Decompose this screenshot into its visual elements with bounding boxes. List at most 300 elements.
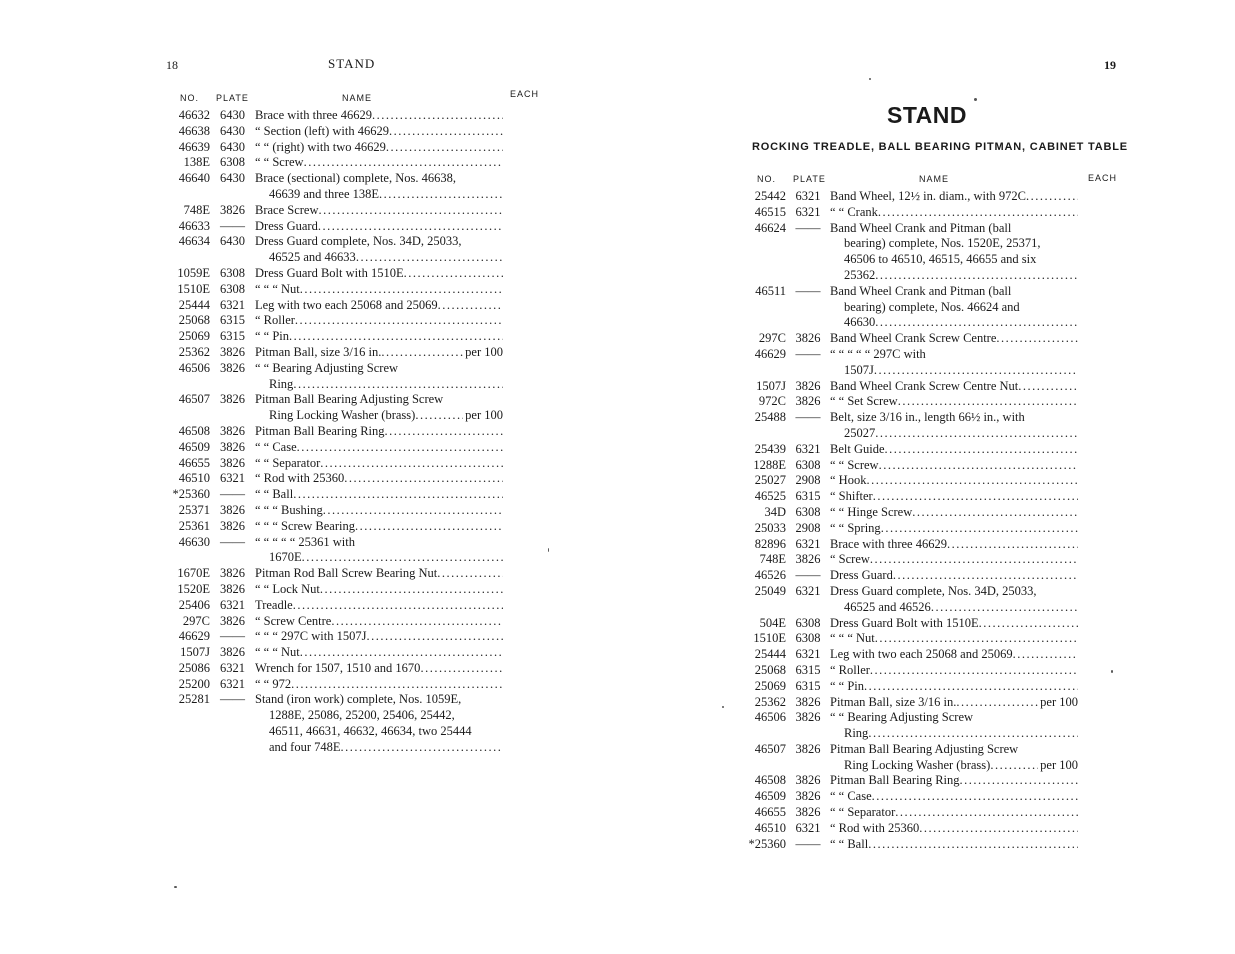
table-row — [148, 361, 503, 393]
part-name-line: Ring — [844, 726, 869, 741]
table-row — [722, 663, 1078, 679]
part-name-line: Belt Guide — [830, 441, 885, 456]
part-name-line: 1507J — [844, 362, 874, 377]
column-header-plate: PLATE — [216, 93, 249, 103]
part-name-line: Brace (sectional) complete, Nos. 46638, — [255, 171, 456, 186]
plate-number: 6308 — [220, 155, 245, 170]
part-number: 46507 — [178, 392, 210, 407]
part-number: 25086 — [178, 660, 210, 675]
plate-number: —— — [220, 629, 245, 644]
unit-label: per 100 — [1040, 757, 1078, 772]
part-name-line: Dress Guard Bolt with 1510E — [830, 615, 979, 630]
leader-dots — [960, 773, 1078, 789]
table-row — [148, 487, 503, 503]
part-name — [255, 677, 503, 693]
part-name-line: “ Roller — [830, 662, 870, 677]
part-name-line: 25362 — [844, 267, 876, 282]
part-number: 46507 — [754, 741, 786, 756]
leader-dots — [293, 377, 503, 393]
part-name-line: 1288E, 25086, 25200, 25406, 25442, — [269, 708, 455, 723]
table-row — [722, 837, 1078, 853]
part-name — [255, 645, 503, 661]
table-row — [148, 171, 503, 203]
part-number: 1507J — [756, 378, 786, 393]
leader-dots — [875, 426, 1078, 442]
table-row — [722, 552, 1078, 568]
leader-dots — [873, 489, 1078, 505]
part-name-line: “ “ Case — [255, 439, 297, 454]
part-number: 1059E — [177, 265, 210, 280]
table-row — [148, 424, 503, 440]
plate-number: 3826 — [220, 613, 245, 628]
part-name — [255, 692, 503, 755]
part-number: 25033 — [754, 520, 786, 535]
print-speck — [548, 548, 549, 552]
table-row — [148, 614, 503, 630]
part-name-line: “ “ Crank — [830, 204, 878, 219]
table-row — [722, 805, 1078, 821]
table-row — [148, 140, 503, 156]
part-name-line: “ Screw — [830, 552, 870, 567]
table-row — [722, 647, 1078, 663]
table-row — [148, 677, 503, 693]
table-row — [148, 519, 503, 535]
part-name-line: “ “ Ball — [255, 487, 294, 502]
leader-dots — [438, 298, 503, 314]
part-name-line: “ “ “ Screw Bearing — [255, 518, 355, 533]
leader-dots — [379, 187, 503, 203]
plate-number: —— — [220, 487, 245, 502]
part-name-line: “ Rod with 25360 — [830, 820, 920, 835]
leader-dots — [912, 505, 1078, 521]
part-name-line: “ “ Case — [830, 789, 872, 804]
plate-number: 2908 — [795, 520, 821, 535]
part-name — [255, 598, 503, 614]
part-name-line: “ “ Separator — [255, 455, 321, 470]
leader-dots — [1026, 189, 1078, 205]
part-name-line: Ring Locking Washer (brass) — [269, 408, 416, 423]
leader-dots — [389, 124, 503, 140]
plate-number: 3826 — [795, 394, 821, 409]
part-name-line: Brace with three 46629 — [255, 108, 372, 122]
plate-number: 6430 — [220, 171, 245, 186]
leader-dots — [293, 487, 503, 503]
part-number: 25200 — [178, 676, 210, 691]
part-name-line: “ “ Screw — [830, 457, 879, 472]
part-name — [255, 361, 503, 393]
part-number: 46525 — [754, 489, 786, 504]
plate-number: 3826 — [220, 502, 245, 517]
plate-number: 3826 — [795, 805, 821, 820]
part-number: 25027 — [754, 473, 786, 488]
table-row — [148, 456, 503, 472]
part-name — [830, 584, 1078, 616]
part-number: 46506 — [178, 360, 210, 375]
plate-number: 6430 — [220, 123, 245, 138]
plate-number: 6315 — [795, 678, 821, 693]
leader-dots — [293, 598, 503, 614]
part-name — [830, 742, 1078, 774]
plate-number: 3826 — [220, 439, 245, 454]
plate-number: 3826 — [795, 378, 821, 393]
part-name — [830, 189, 1078, 205]
plate-number: 3826 — [220, 360, 245, 375]
part-number: 297C — [182, 613, 210, 628]
leader-dots — [866, 473, 1078, 489]
plate-number: 6321 — [220, 676, 245, 691]
leader-dots — [320, 456, 503, 472]
part-number: 25406 — [178, 597, 210, 612]
part-name-line: Pitman Ball Bearing Adjusting Screw — [255, 392, 444, 407]
table-row — [722, 394, 1078, 410]
leader-dots — [870, 663, 1078, 679]
part-name — [830, 552, 1078, 568]
leader-dots — [319, 203, 503, 219]
part-name-line: “ “ Separator — [830, 805, 896, 820]
table-row — [148, 471, 503, 487]
leader-dots — [386, 140, 503, 156]
part-name — [255, 566, 503, 582]
part-name-line: Ring Locking Washer (brass) — [844, 757, 991, 772]
part-name — [830, 647, 1078, 663]
leader-dots — [420, 661, 503, 677]
part-name-line: Band Wheel Crank Screw Centre Nut — [830, 378, 1019, 393]
part-number: 748E — [759, 552, 786, 567]
part-name-line: Leg with two each 25068 and 25069 — [830, 647, 1013, 662]
part-number: 25444 — [754, 647, 786, 662]
plate-number: 3826 — [220, 566, 245, 581]
leader-dots — [302, 550, 503, 566]
part-name-line: Dress Guard Bolt with 1510E — [255, 265, 404, 280]
table-row — [148, 692, 503, 755]
leader-dots — [355, 519, 503, 535]
part-name — [255, 266, 503, 282]
table-row — [148, 234, 503, 266]
leader-dots — [366, 629, 503, 645]
leader-dots — [372, 108, 503, 124]
part-name-line: 46525 and 46526 — [844, 599, 931, 614]
part-name-line: “ “ “ 297C with 1507J — [255, 629, 367, 644]
leader-dots — [881, 521, 1078, 537]
leader-dots — [879, 458, 1078, 474]
table-row — [148, 598, 503, 614]
part-name-line: 1670E — [269, 550, 302, 565]
table-row — [148, 313, 503, 329]
table-row — [722, 710, 1078, 742]
column-header-name: NAME — [919, 174, 950, 184]
leader-dots — [381, 345, 463, 361]
part-name-line: Treadle — [255, 597, 293, 612]
leader-dots — [320, 582, 503, 598]
part-number: 46510 — [754, 820, 786, 835]
plate-number: 6321 — [220, 297, 245, 312]
part-number: 25488 — [754, 410, 786, 425]
part-number: 25361 — [178, 518, 210, 533]
plate-number: 6321 — [795, 189, 821, 203]
part-number: 46624 — [754, 220, 786, 235]
part-name — [830, 221, 1078, 284]
column-header-plate: PLATE — [793, 174, 826, 184]
table-row — [722, 631, 1078, 647]
part-name-line: Dress Guard — [255, 218, 318, 233]
part-number: 25442 — [754, 189, 786, 203]
leader-dots — [300, 645, 503, 661]
plate-number: 3826 — [795, 773, 821, 788]
part-name — [830, 805, 1078, 821]
plate-number: 6321 — [220, 660, 245, 675]
leader-dots — [996, 331, 1078, 347]
column-header-no: NO. — [757, 174, 777, 184]
plate-number: 6321 — [220, 597, 245, 612]
page-number: 18 — [166, 58, 178, 72]
print-speck — [174, 886, 177, 888]
plate-number: 6308 — [795, 457, 821, 472]
part-name — [255, 456, 503, 472]
part-name-line: Pitman Ball Bearing Ring — [830, 773, 960, 788]
table-row — [722, 189, 1078, 205]
part-name-line: Pitman Ball, size 3/16 in. — [255, 344, 382, 359]
part-number: 46508 — [754, 773, 786, 788]
plate-number: 3826 — [220, 645, 245, 660]
part-name-line: 46630 — [844, 315, 876, 330]
plate-number: 6321 — [795, 820, 821, 835]
plate-number: 6315 — [795, 489, 821, 504]
plate-number: 6315 — [220, 329, 245, 344]
column-header-each: EACH — [510, 89, 540, 99]
running-head: STAND — [328, 56, 376, 71]
table-row — [148, 535, 503, 567]
part-number: 748E — [183, 202, 210, 217]
part-name — [255, 282, 503, 298]
page-title: STAND — [887, 102, 968, 128]
part-number: 46634 — [178, 234, 210, 249]
part-name-line: “ “ Pin — [255, 329, 290, 344]
part-name-line: “ “ “ Nut — [255, 281, 300, 296]
table-row — [148, 266, 503, 282]
unit-label: per 100 — [1040, 694, 1078, 709]
leader-dots — [1018, 379, 1078, 395]
table-row — [722, 505, 1078, 521]
part-name — [255, 108, 503, 124]
table-row — [148, 203, 503, 219]
page-subtitle: ROCKING TREADLE, BALL BEARING PITMAN, CABINET TABLE — [752, 141, 1128, 153]
part-name-line: 46511, 46631, 46632, 46634, two 25444 — [269, 724, 472, 739]
leader-dots — [990, 758, 1038, 774]
plate-number: 3826 — [795, 552, 821, 567]
print-speck — [974, 98, 977, 101]
plate-number: 3826 — [220, 344, 245, 359]
table-row — [722, 521, 1078, 537]
table-row — [148, 645, 503, 661]
part-name-line: “ “ “ Nut — [830, 631, 875, 646]
leader-dots — [289, 329, 503, 345]
print-speck — [1111, 670, 1113, 673]
plate-number: 3826 — [220, 202, 245, 217]
table-row — [148, 629, 503, 645]
part-name-line: Dress Guard — [830, 568, 893, 583]
part-name-line: “ “ Ball — [830, 836, 869, 851]
part-number: 138E — [183, 155, 210, 170]
plate-number: —— — [220, 692, 245, 707]
part-number: *25360 — [172, 487, 210, 502]
part-name-line: Pitman Ball Bearing Adjusting Screw — [830, 741, 1019, 756]
plate-number: 6308 — [795, 615, 821, 630]
plate-number: 3826 — [220, 423, 245, 438]
table-row — [148, 566, 503, 582]
leader-dots — [437, 566, 503, 582]
leader-dots — [297, 440, 503, 456]
part-number: 46630 — [178, 534, 210, 549]
part-number: 972C — [758, 394, 786, 409]
table-row — [722, 331, 1078, 347]
part-name — [255, 661, 503, 677]
table-row — [148, 329, 503, 345]
parts-list — [722, 189, 1078, 852]
leader-dots — [318, 219, 503, 235]
print-speck — [869, 78, 871, 80]
table-row — [722, 489, 1078, 505]
part-name — [255, 155, 503, 171]
plate-number: —— — [795, 836, 821, 851]
plate-number: 3826 — [220, 581, 245, 596]
part-name — [255, 234, 503, 266]
plate-number: —— — [795, 568, 821, 583]
table-row — [148, 345, 503, 361]
parts-list — [148, 108, 503, 756]
part-name-line: “ “ Pin — [830, 678, 865, 693]
part-number: 46526 — [754, 568, 786, 583]
leader-dots — [979, 616, 1078, 632]
part-number: 25362 — [178, 344, 210, 359]
part-name — [830, 521, 1078, 537]
table-row — [148, 219, 503, 235]
leader-dots — [956, 695, 1038, 711]
table-row — [722, 442, 1078, 458]
part-number: 46638 — [178, 123, 210, 138]
part-number: 25068 — [754, 662, 786, 677]
part-number: 1507J — [180, 645, 210, 660]
part-name — [255, 345, 503, 361]
part-name — [830, 537, 1078, 553]
part-number: 1520E — [177, 581, 210, 596]
part-number: 46640 — [178, 171, 210, 186]
plate-number: 6321 — [220, 471, 245, 486]
part-name — [830, 663, 1078, 679]
table-row — [722, 221, 1078, 284]
plate-number: 6430 — [220, 234, 245, 249]
part-number: 25069 — [178, 329, 210, 344]
part-name-line: Band Wheel Crank and Pitman (ball — [830, 283, 1012, 298]
part-name-line: 46639 and three 138E — [269, 186, 380, 201]
part-number: 46633 — [178, 218, 210, 233]
table-row — [722, 773, 1078, 789]
plate-number: 3826 — [795, 710, 821, 725]
leader-dots — [875, 631, 1078, 647]
part-name — [255, 535, 503, 567]
part-number: 82896 — [754, 536, 786, 551]
part-name-line: Band Wheel Crank and Pitman (ball — [830, 220, 1012, 235]
part-name-line: “ “ 972 — [255, 676, 292, 691]
column-header-each: EACH — [1088, 173, 1118, 183]
plate-number: 6321 — [795, 583, 821, 598]
part-name-line: and four 748E — [269, 739, 341, 754]
plate-number: —— — [220, 534, 245, 549]
part-name-line: Dress Guard complete, Nos. 34D, 25033, — [830, 583, 1037, 598]
part-name — [255, 298, 503, 314]
leader-dots — [344, 471, 503, 487]
table-row — [722, 473, 1078, 489]
part-number: 25069 — [754, 678, 786, 693]
print-speck — [722, 706, 724, 708]
leader-dots — [415, 408, 463, 424]
leader-dots — [341, 740, 503, 756]
part-name — [255, 124, 503, 140]
part-name-line: 25027 — [844, 425, 876, 440]
part-name — [255, 487, 503, 503]
column-header-no: NO. — [180, 93, 200, 103]
part-name-line: “ “ Bearing Adjusting Screw — [830, 710, 974, 725]
part-number: 504E — [759, 615, 786, 630]
leader-dots — [868, 837, 1078, 853]
leader-dots — [864, 679, 1078, 695]
plate-number: 6308 — [795, 631, 821, 646]
part-number: 46632 — [178, 108, 210, 122]
table-row — [148, 440, 503, 456]
table-row — [148, 582, 503, 598]
leader-dots — [898, 394, 1078, 410]
table-row — [722, 616, 1078, 632]
part-number: 297C — [758, 331, 786, 346]
part-number: 1510E — [177, 281, 210, 296]
plate-number: 6308 — [220, 265, 245, 280]
leader-dots — [919, 821, 1078, 837]
plate-number: —— — [220, 218, 245, 233]
part-number: 46508 — [178, 423, 210, 438]
table-row — [722, 537, 1078, 553]
leader-dots — [323, 503, 503, 519]
table-row — [148, 155, 503, 171]
part-name — [830, 568, 1078, 584]
part-name-line: “ Roller — [255, 313, 295, 328]
table-row — [722, 695, 1078, 711]
part-name-line: bearing) complete, Nos. 46624 and — [844, 299, 1020, 314]
part-name — [255, 329, 503, 345]
unit-label: per 100 — [465, 408, 503, 423]
part-number: 25362 — [754, 694, 786, 709]
part-name — [830, 347, 1078, 379]
column-header-name: NAME — [342, 93, 373, 103]
part-name-line: Band Wheel Crank Screw Centre — [830, 331, 997, 346]
part-name — [830, 331, 1078, 347]
plate-number: 6308 — [220, 281, 245, 296]
plate-number: 6321 — [795, 536, 821, 551]
leader-dots — [874, 363, 1078, 379]
leader-dots — [878, 205, 1078, 221]
part-number: 1510E — [753, 631, 786, 646]
leader-dots — [870, 552, 1078, 568]
leader-dots — [875, 315, 1078, 331]
plate-number: 3826 — [220, 392, 245, 407]
leader-dots — [295, 313, 503, 329]
part-name — [255, 519, 503, 535]
part-number: 1288E — [753, 457, 786, 472]
part-name — [255, 392, 503, 424]
part-name-line: Pitman Ball, size 3/16 in. — [830, 694, 957, 709]
part-number: 46655 — [178, 455, 210, 470]
table-row — [148, 392, 503, 424]
part-name-line: “ “ Set Screw — [830, 394, 898, 409]
table-row — [148, 298, 503, 314]
